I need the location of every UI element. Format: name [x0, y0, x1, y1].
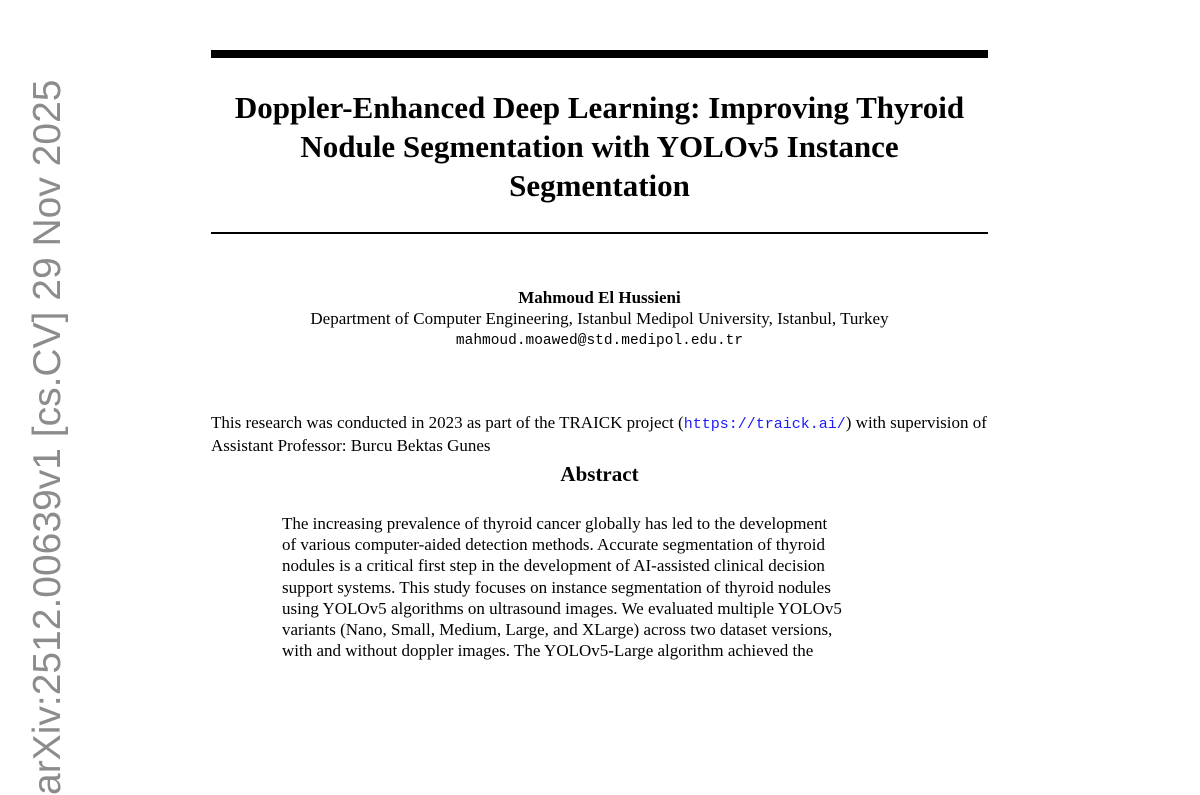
abstract-line: variants (Nano, Small, Medium, Large, and XLarge) across two dataset versions, — [282, 620, 833, 640]
abstract-heading: Abstract — [560, 462, 639, 486]
abstract-body — [282, 513, 922, 661]
author-block — [211, 288, 988, 352]
author-email: mahmoud.moawed@std.medipol.edu.tr — [455, 333, 744, 349]
abstract-line: with and without doppler images. The YOLOv5-Large algorithm achieved the — [282, 641, 814, 661]
abstract-line: support systems. This study focuses on instance segmentation of thyroid nodules — [282, 577, 831, 597]
research-note — [211, 412, 991, 456]
research-note-text-end: ) with supervision of Assistant Professor: Burcu Bektas Gunes — [211, 413, 987, 455]
research-note-text-start: This research was conducted in 2023 as part of the TRAICK project ( — [211, 413, 684, 432]
abstract-line: of various computer-aided detection methods. Accurate segmentation of thyroid — [282, 535, 826, 555]
title-rule-bottom — [211, 232, 988, 234]
arxiv-stamp — [26, 0, 70, 795]
arxiv-stamp-text: arXiv:2512.00639v1 [cs.CV] 29 Nov 2025 — [26, 79, 69, 795]
author-affiliation: Department of Computer Engineering, Istanbul Medipol University, Istanbul, Turkey — [310, 309, 889, 328]
abstract-line: using YOLOv5 algorithms on ultrasound images. We evaluated multiple YOLOv5 — [282, 598, 842, 618]
paper-title: Doppler-Enhanced Deep Learning: Improving Thyroid Nodule Segmentation with YOLOv5 Instance Segmentation — [234, 90, 965, 203]
traick-link[interactable]: https://traick.ai/ — [683, 416, 846, 433]
title-rule-top — [211, 50, 988, 58]
abstract-line: nodules is a critical first step in the development of AI-assisted clinical decision — [282, 556, 825, 576]
abstract-line: The increasing prevalence of thyroid cancer globally has led to the development — [282, 514, 828, 533]
author-name: Mahmoud El Hussieni — [518, 288, 681, 307]
